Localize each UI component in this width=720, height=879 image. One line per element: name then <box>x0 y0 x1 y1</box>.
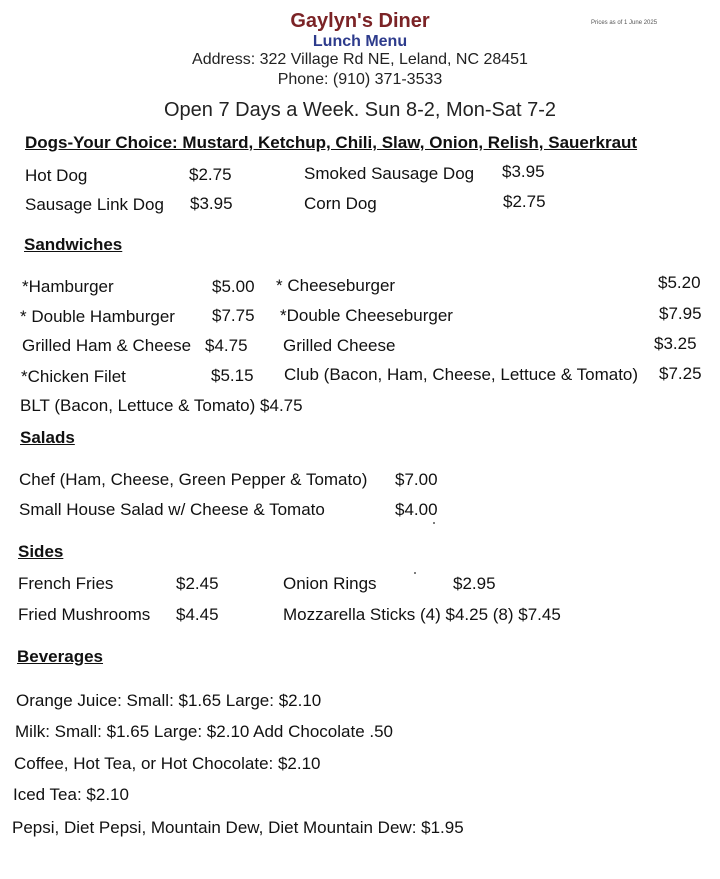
menu-item-name: *Double Cheeseburger <box>280 306 453 325</box>
menu-item-name: Fried Mushrooms <box>18 605 151 624</box>
restaurant-title: Gaylyn's Diner <box>290 10 430 32</box>
menu-item-price: $3.95 <box>502 162 545 181</box>
menu-item-price: $4.45 <box>176 605 219 624</box>
beverage-line: Pepsi, Diet Pepsi, Mountain Dew, Diet Mountain Dew: $1.95 <box>12 818 464 837</box>
menu-item-price: $2.75 <box>189 165 232 184</box>
menu-item-name: Sausage Link Dog <box>25 195 164 214</box>
menu-item-price: $5.20 <box>658 273 701 292</box>
beverages-heading: Beverages <box>17 647 104 666</box>
prices-note: Prices as of 1 June 2025 <box>591 20 658 26</box>
menu-item-price: $4.25 (8) $7.45 <box>445 605 561 624</box>
menu-item-price: $2.75 <box>503 192 546 211</box>
menu-item-name: Small House Salad w/ Cheese & Tomato <box>19 500 325 519</box>
menu-item-price: $4.75 <box>260 396 303 415</box>
menu-item-price: $7.75 <box>212 306 255 325</box>
menu-item-name: Hot Dog <box>25 166 88 185</box>
beverage-line: Orange Juice: Small: $1.65 Large: $2.10 <box>16 691 322 710</box>
menu-item-name: Grilled Ham & Cheese <box>22 336 192 355</box>
menu-item-name: *Chicken Filet <box>21 367 126 386</box>
address: Address: 322 Village Rd NE, Leland, NC 28451 <box>192 51 528 68</box>
menu-item-name: * Cheeseburger <box>276 276 396 295</box>
menu-item-price: $7.95 <box>659 304 702 323</box>
menu-item-name: *Hamburger <box>22 277 114 296</box>
menu-item-price: $2.45 <box>176 574 219 593</box>
beverage-line: Milk: Small: $1.65 Large: $2.10 Add Chocolate .50 <box>15 722 394 741</box>
stray-dot <box>433 522 435 524</box>
menu-item-name: BLT (Bacon, Lettuce & Tomato) <box>20 396 256 415</box>
phone: Phone: (910) 371-3533 <box>277 71 443 88</box>
menu-item-name: Corn Dog <box>304 194 377 213</box>
salads-heading: Salads <box>20 428 75 447</box>
menu-item-name: Smoked Sausage Dog <box>304 164 475 183</box>
menu-item-price: $2.95 <box>453 574 496 593</box>
menu-item-price: $3.25 <box>654 334 697 353</box>
sandwiches-heading: Sandwiches <box>24 235 123 254</box>
menu-item-price: $5.00 <box>212 277 255 296</box>
menu-item-price: $3.95 <box>190 194 233 213</box>
menu-item-name: Mozzarella Sticks (4) <box>283 605 441 624</box>
stray-dot <box>414 572 416 574</box>
menu-item-name: Onion Rings <box>283 574 377 593</box>
menu-item-name: Club (Bacon, Ham, Cheese, Lettuce & Tomato) <box>284 365 639 384</box>
menu-subtitle: Lunch Menu <box>312 33 408 50</box>
menu-item-price: $4.00 <box>395 500 438 519</box>
menu-item-name: French Fries <box>18 574 114 593</box>
menu-item-price: $7.25 <box>659 364 702 383</box>
beverage-line: Coffee, Hot Tea, or Hot Chocolate: $2.10 <box>14 754 321 773</box>
menu-item-price: $5.15 <box>211 366 254 385</box>
menu-item-name: Grilled Cheese <box>283 336 396 355</box>
sides-heading: Sides <box>18 542 64 561</box>
menu-item-name: Chef (Ham, Cheese, Green Pepper & Tomato) <box>19 470 368 489</box>
menu-item-price: $7.00 <box>395 470 438 489</box>
hours: Open 7 Days a Week. Sun 8-2, Mon-Sat 7-2 <box>163 99 557 121</box>
dogs-heading: Dogs-Your Choice: Mustard, Ketchup, Chili, Slaw, Onion, Relish, Sauerkraut <box>25 133 638 152</box>
beverage-line: Iced Tea: $2.10 <box>13 785 129 804</box>
menu-item-price: $4.75 <box>205 336 248 355</box>
menu-item-name: * Double Hamburger <box>20 307 175 326</box>
